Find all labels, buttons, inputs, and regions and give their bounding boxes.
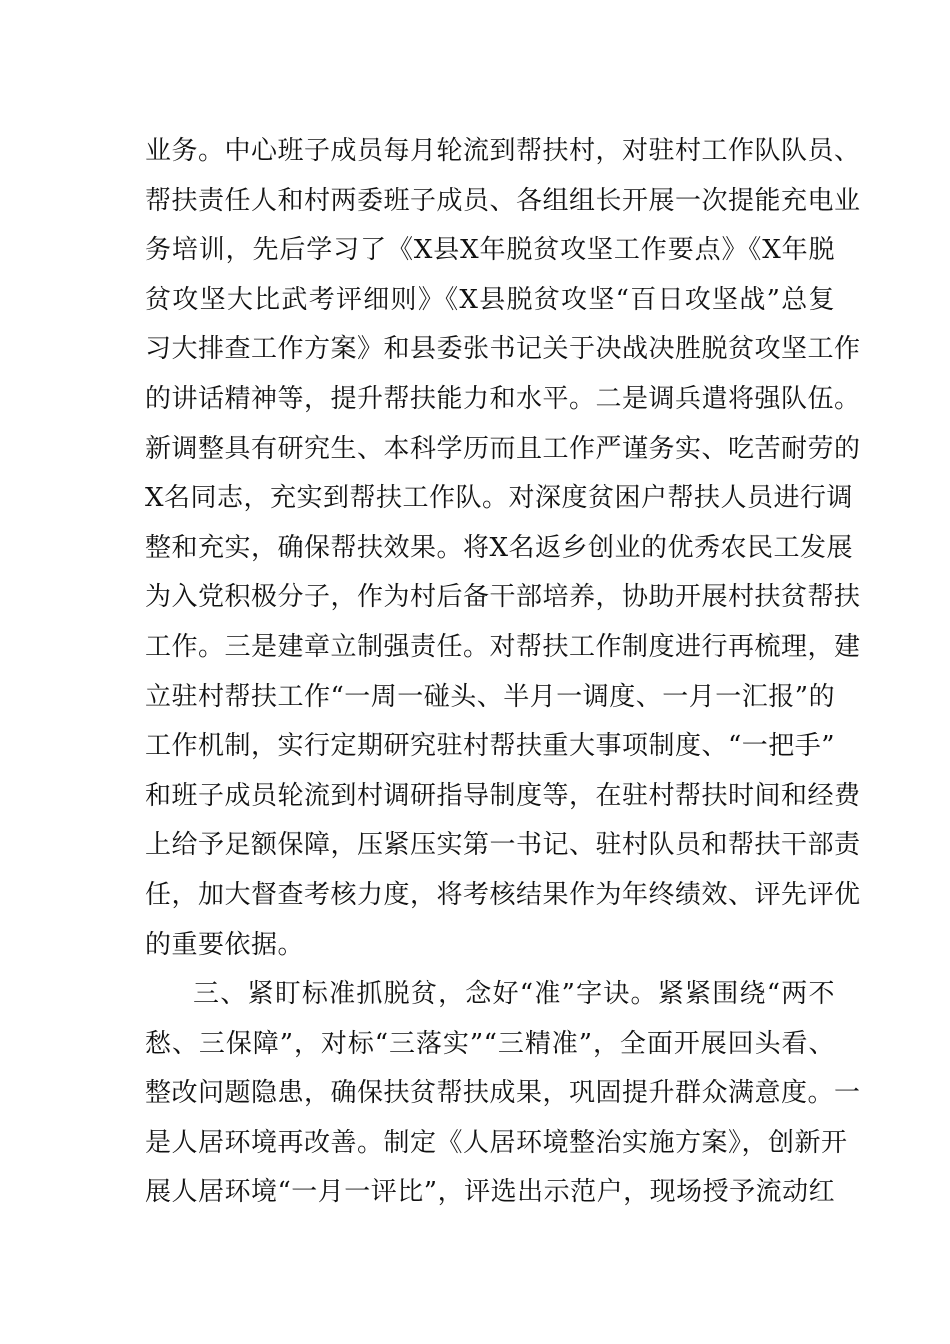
text-line: 上给予足额保障，压紧压实第一书记、驻村队员和帮扶干部责 (145, 830, 861, 861)
text-line: 三、紧盯标准抓脱贫，念好“准”字诀。紧紧围绕“两不 (193, 979, 835, 1010)
body-text (145, 127, 861, 1218)
text-line: 务培训，先后学习了《X县X年脱贫攻坚工作要点》《X年脱 (145, 235, 835, 266)
text-line: 习大排查工作方案》和县委张书记关于决战决胜脱贫攻坚工作 (145, 334, 861, 365)
text-line: 帮扶责任人和村两委班子成员、各组组长开展一次提能充电业 (145, 185, 861, 216)
text-line: 整改问题隐患，确保扶贫帮扶成果，巩固提升群众满意度。一 (145, 1078, 861, 1109)
text-line: 是人居环境再改善。制定《人居环境整治实施方案》，创新开 (145, 1127, 848, 1158)
text-line: 展人居环境“一月一评比”，评选出示范户，现场授予流动红 (145, 1177, 836, 1208)
paragraph-1 (145, 127, 861, 970)
text-line: 为入党积极分子，作为村后备干部培养，协助开展村扶贫帮扶 (145, 582, 861, 613)
text-line: 的重要依据。 (145, 929, 305, 960)
text-line: X名同志，充实到帮扶工作队。对深度贫困户帮扶人员进行调 (145, 483, 854, 514)
text-line: 立驻村帮扶工作“一周一碰头、半月一调度、一月一汇报”的 (145, 681, 836, 712)
text-line: 愁、三保障”，对标“三落实”“三精准”，全面开展回头看、 (145, 1028, 835, 1059)
text-line: 和班子成员轮流到村调研指导制度等，在驻村帮扶时间和经费 (145, 780, 861, 811)
text-line: 任，加大督查考核力度，将考核结果作为年终绩效、评先评优 (145, 879, 861, 910)
text-line: 贫攻坚大比武考评细则》《X县脱贫攻坚“百日攻坚战”总复 (145, 284, 835, 315)
text-line: 工作机制，实行定期研究驻村帮扶重大事项制度、“一把手” (145, 731, 836, 762)
text-line: 工作。三是建章立制强责任。对帮扶工作制度进行再梳理，建 (145, 631, 861, 662)
text-line: 业务。中心班子成员每月轮流到帮扶村，对驻村工作队队员、 (145, 136, 861, 166)
text-line: 的讲话精神等，提升帮扶能力和水平。二是调兵遣将强队伍。 (145, 383, 861, 414)
text-line: 整和充实，确保帮扶效果。将X名返乡创业的优秀农民工发展 (145, 532, 854, 563)
text-line: 新调整具有研究生、本科学历而且工作严谨务实、吃苦耐劳的 (145, 433, 861, 464)
paragraph-2 (145, 970, 861, 1218)
